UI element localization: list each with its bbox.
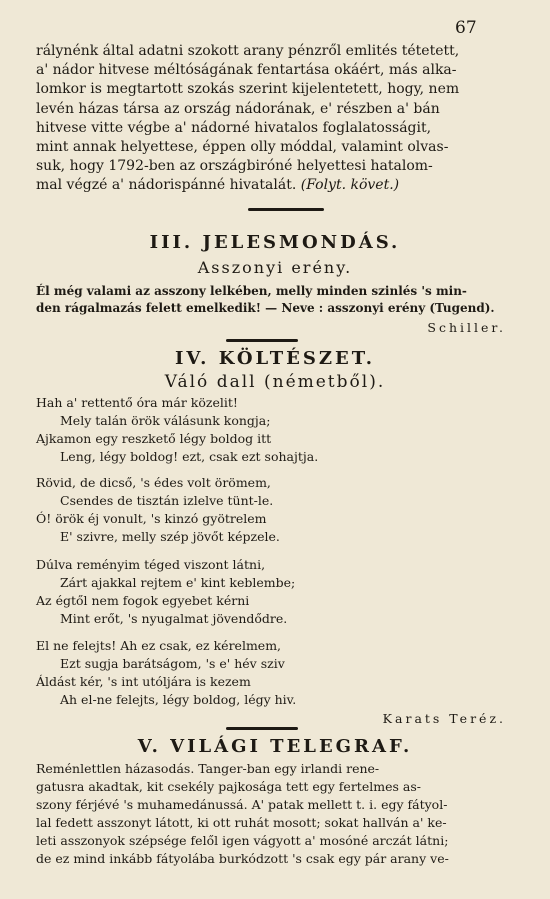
poem-line: Ezt sugja barátságom, 's e' hév sziv bbox=[60, 656, 285, 671]
text-line: szony férjévé 's muhamedánussá. A' patak mellett t. i. egy fátyol- bbox=[36, 797, 448, 812]
text-line: lal fedett asszonyt látott, ki ott ruhát mosott; sokat hallván a' ke- bbox=[36, 815, 447, 830]
poem-line: Mint erőt, 's nyugalmat jövendődre. bbox=[60, 611, 288, 626]
author-name: Karats Teréz. bbox=[382, 711, 506, 726]
poem-line: Dúlva reményim téged viszont látni, bbox=[36, 557, 266, 572]
intro-paragraph bbox=[36, 42, 502, 196]
section-heading-5: V. VILÁGI TELEGRAF. bbox=[137, 736, 413, 757]
text-line: Él még valami az asszony lelkében, melly minden szinlés 's min- bbox=[36, 284, 467, 298]
poem-line: Ah el-ne felejts, légy boldog, légy hiv. bbox=[60, 692, 297, 707]
poem-line: Mely talán örök válásunk kongja; bbox=[60, 413, 271, 428]
section-rule bbox=[248, 208, 324, 211]
text-line: mint annak helyettese, éppen olly móddal, valamint olvas- bbox=[36, 139, 449, 156]
poem-line: Ajkamon egy reszkető légy boldog itt bbox=[36, 431, 272, 446]
poem-line: Csendes de tisztán izlelve tünt-le. bbox=[60, 493, 274, 508]
poem-line: Ó! örök éj vonult, 's kinzó gyötrelem bbox=[36, 511, 267, 526]
last-line: mal végzé a' nádorispánné hivatalát. bbox=[36, 177, 297, 194]
section-rule bbox=[226, 339, 298, 342]
text-line: leti asszonyok szépsége felől igen vágyott a' mosóné arczát látni; bbox=[36, 833, 449, 848]
text-line bbox=[36, 176, 502, 195]
poem-line: Leng, légy boldog! ezt, csak ezt sohajtja. bbox=[60, 449, 319, 464]
poem-line: Hah a' rettentő óra már közelit! bbox=[36, 395, 238, 410]
section-heading-4: IV. KÖLTÉSZET. bbox=[174, 348, 376, 369]
text-line: hitvese vitte végbe a' nádorné hivatalos foglalatosságit, bbox=[36, 119, 432, 136]
text-line: de ez mind inkább fátyolába burkódzott 's csak egy pár arany ve- bbox=[36, 851, 449, 866]
section-heading-3: III. JELESMONDÁS. bbox=[149, 232, 401, 253]
poem-stanza bbox=[36, 637, 296, 709]
poem-line: E' szivre, melly szép jövőt képzele. bbox=[60, 529, 280, 544]
page-number: 67 bbox=[455, 18, 477, 38]
poem-line: El ne felejts! Ah ez csak, ez kérelmem, bbox=[36, 638, 282, 653]
text-line: lomkor is megtartott szokás szerint kijelentetett, hogy, nem bbox=[36, 81, 460, 98]
continued-note: (Folyt. követ.) bbox=[300, 177, 400, 194]
text-line: den rágalmazás felett emelkedik! — Neve : asszonyi erény (Tugend). bbox=[36, 301, 495, 315]
poem-stanza bbox=[36, 394, 318, 466]
text-line: gatusra akadtak, kit csekély pajkosága tett egy fertelmes as- bbox=[36, 779, 421, 794]
poem-line: Az égtől nem fogok egyebet kérni bbox=[36, 593, 250, 608]
text-line: Reménlettlen házasodás. Tanger-ban egy irlandi rene- bbox=[36, 761, 380, 776]
text-line: levén házas társa az ország nádorának, e' részben a' bán bbox=[36, 100, 440, 117]
text-line: rálynénk által adatni szokott arany pénzről emlités tétetett, bbox=[36, 43, 460, 59]
poem-line: Rövid, de dicső, 's édes volt örömem, bbox=[36, 475, 271, 490]
poem-line: Zárt ajakkal rejtem e' kint keblembe; bbox=[60, 575, 296, 590]
poem-line: Áldást kér, 's int utóljára is kezem bbox=[36, 674, 251, 689]
text-line: suk, hogy 1792-ben az országbiróné helyettesi hatalom- bbox=[36, 158, 433, 175]
text-line: a' nádor hitvese méltóságának fentartása okáért, más alka- bbox=[36, 62, 457, 79]
author-name: Schiller. bbox=[427, 320, 506, 335]
poem-stanza bbox=[36, 556, 295, 628]
section-subheading-3: Asszonyi erény. bbox=[197, 258, 353, 277]
telegraph-paragraph bbox=[36, 760, 502, 868]
poem-stanza bbox=[36, 474, 280, 546]
section-subheading-4: Váló dall (németből). bbox=[164, 372, 386, 392]
section-rule bbox=[226, 727, 298, 730]
quote-paragraph bbox=[36, 283, 502, 317]
